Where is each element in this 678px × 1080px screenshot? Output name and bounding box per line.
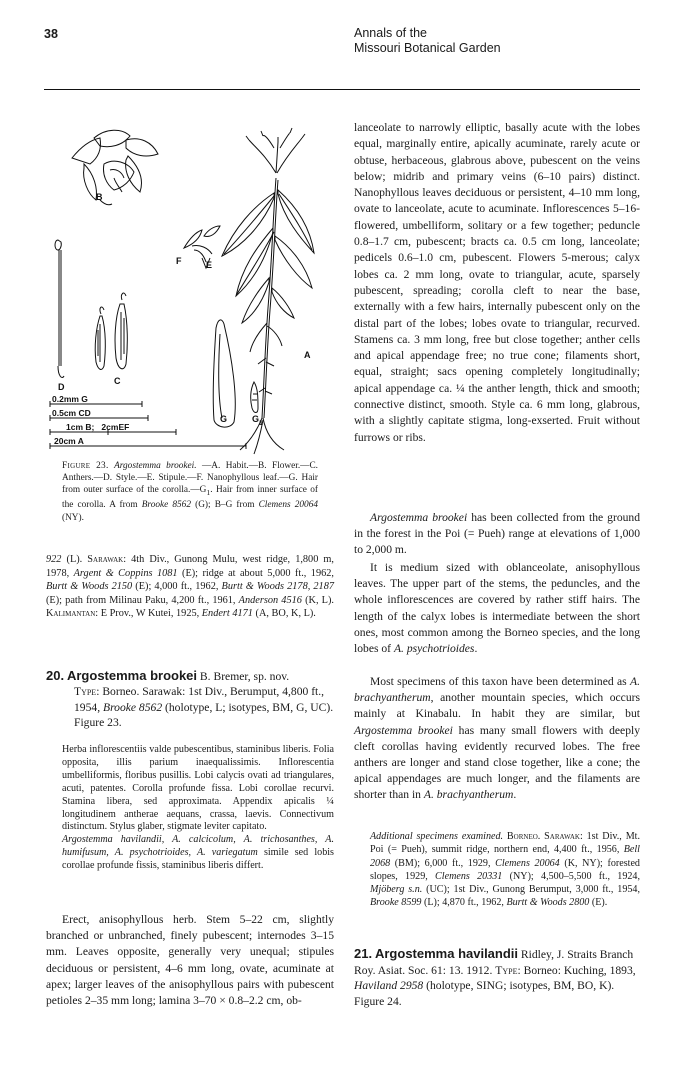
specimen-text: (UC); 1st Div., Gunong Berumput, 3,000 ft., 1954, xyxy=(422,884,640,896)
specimen-text: (E). xyxy=(589,897,608,909)
type-text: : Borneo. Sarawak: 1st Div., Berumput, 4,800 ft., 1954, xyxy=(74,685,325,714)
caption-collection: Clemens 20064 xyxy=(258,500,318,511)
species-number: 20. xyxy=(46,668,65,683)
species-number: 21. xyxy=(354,946,373,961)
description-left: Erect, anisophyllous herb. Stem 5–22 cm, slightly branched or unbranched, finely pubescent; internodes 3–15 mm. Leaves opposite, generally very unequal; stipules deciduous or persistent, 4–6 mm long, ovate, acuminate at apex; larger leaves of the anisophyllous pairs with pubescent petioles 2–35 mm long; lamina 3–70 × 0.8–2.2 cm, ob- xyxy=(46,913,334,1008)
type-text: (holotype, L; isotypes, BM, G, UC). Figure 23. xyxy=(74,700,334,730)
latin-diagnosis-text: Herba inflorescentiis valde pubescentibus, staminibus liberis. Folia opposita, illis parium inaequalissimis. Inflorescentia umbelliformis, floribus pusillis. Lobi calycis ovati ad triangulares, acuti, patentes. Corolla profunde fissa. Lobi corollae recurvi. Stamina libera, sed approximata. Appendix apicalis ¼ longitudinem antherae aequans, crassa, laevis. Connectivum distinctum. Stylus glaber, stigmate leviter capitato. xyxy=(62,744,334,833)
specimen-collector: Argent & Coppins 1081 xyxy=(73,567,178,579)
specimen-text: (L). xyxy=(61,554,88,565)
figure-label-g1 xyxy=(252,414,263,427)
discussion-species: Argostemma brookei xyxy=(354,723,453,737)
specimen-collector: Endert 4171 xyxy=(201,608,253,620)
specimen-text: : E Prov., W Kutei, 1925, xyxy=(95,608,202,620)
scale-label-b-ef: 1cm B; 2cmEF xyxy=(66,422,130,432)
discussion-paragraph-2 xyxy=(354,674,640,804)
latin-diagnosis xyxy=(62,744,334,873)
region-name: Kalimantan xyxy=(46,608,96,620)
specimen-collector: Burtt & Woods 2178, 2187 xyxy=(221,581,334,593)
species-author: B. Bremer, sp. nov. xyxy=(197,670,290,683)
scale-label-cd: 0.5cm CD xyxy=(52,408,91,418)
latin-comparison xyxy=(62,834,334,873)
specimen-text: : 4th Div., Gunong Mulu, west ridge, 1,800 m, 1978, xyxy=(46,554,334,579)
specimen-text: (K, NY); forested slopes, 1929, xyxy=(370,857,640,882)
discussion-text: , another mountain species, which occurs mainly at Kinabalu. In habit they are similar, but xyxy=(354,691,640,721)
region-name: Borneo. Sarawak xyxy=(503,831,580,842)
specimen-collector: Brooke 8599 xyxy=(370,897,422,909)
species-type-block xyxy=(46,684,334,730)
region-name: Sarawak xyxy=(87,554,124,565)
discussion-text: has many small flowers with deeply cleft corollas having evidently recurved lobes. The free anthers are longer and stand close together, like a cone; the apical appendages are much longer, and the filaments are shorter than in xyxy=(354,723,641,802)
hair-drawing-g xyxy=(213,320,235,427)
specimen-collector: Anderson 4516 xyxy=(238,594,302,606)
specimens-list-continued xyxy=(46,553,334,621)
specimen-text: (E); path from Milinau Paku, 4,200 ft., 1961, xyxy=(46,594,239,606)
figure-label-b: B xyxy=(96,192,103,202)
figure-caption xyxy=(62,460,318,524)
habitat-paragraph xyxy=(354,510,640,559)
style-drawing-d xyxy=(55,240,64,378)
figure-label-g1-subscript: 1 xyxy=(259,420,263,427)
type-collection: Haviland 2958 xyxy=(354,979,424,993)
nanophyllous-leaf-drawing-f xyxy=(184,226,220,268)
type-label: Type xyxy=(74,685,97,699)
habitat-species: Argostemma brookei xyxy=(370,511,468,524)
caption-text: . Hair from inner surface of the corolla. A from xyxy=(62,485,318,511)
species-20-heading xyxy=(46,668,334,731)
species-name: Argostemma havilandii xyxy=(374,946,519,961)
specimen-text: (E); 4,000 ft., 1962, xyxy=(132,581,222,593)
species-author: Ridley, J. Straits Branch Roy. Asiat. Soc. 61: 13. 1912. xyxy=(354,948,634,977)
caption-text: (NY). xyxy=(62,512,84,523)
journal-title-line2: Missouri Botanical Garden xyxy=(354,41,501,55)
caption-species: Argostemma brookei. xyxy=(114,461,197,471)
species-name: Argostemma brookei xyxy=(66,668,198,683)
figure-label-d: D xyxy=(58,382,65,392)
caption-text: —A. Habit.—B. Flower.—C. Anthers.—D. Style.—E. Stipule.—F. Nanophyllous leaf.—G. Hair from outer surface of the corolla.—G xyxy=(62,461,318,496)
journal-title-line1: Annals of the xyxy=(354,26,427,40)
caption-text: (G); B–G from xyxy=(190,500,259,511)
figure-label-c: C xyxy=(114,376,121,386)
specimen-text: (BM); 6,000 ft., 1929, xyxy=(390,857,496,869)
hair-drawing-g1 xyxy=(251,382,258,413)
specimen-collector: Bell 2068 xyxy=(370,844,640,869)
figure-23-illustration xyxy=(44,118,334,456)
figure-label-g1-letter: G xyxy=(252,414,260,424)
discussion-text: Most specimens of this taxon have been determined as xyxy=(370,675,631,688)
journal-title xyxy=(354,26,501,56)
specimen-number: 922 xyxy=(46,554,62,565)
scale-label-a: 20cm A xyxy=(54,436,84,446)
figure-label-g: G xyxy=(220,414,228,424)
discussion-text: . xyxy=(513,788,517,802)
discussion-paragraph-1 xyxy=(354,560,640,657)
type-text: : Borneo: Kuching, 1893, xyxy=(517,963,636,977)
latin-comparison-text: simile sed lobis corollae profunde fissis, staminibus liberis differt. xyxy=(62,847,334,872)
figure-label-e: E xyxy=(206,260,213,270)
latin-comparison-species: Argostemma havilandii, A. calcicolum, A. trichosanthes, A. humifusum, A. psychotrioides, A. variegatum xyxy=(62,834,334,859)
description-right: lanceolate to narrowly elliptic, basally acute with the lobes equal, marginally entire, apically acuminate, rarely acute or obtuse, herbaceous, glabrous above, pubescent on the veins below; midrib and primary veins (6–10 pairs) distinct. Nanophyllous leaves deciduous or persistent, 4–10 mm long, ovate to lanceolate, acute to acuminate. Inflorescences 5–16-flowered, umbelliform, solitary or a few together; peduncle 0.8–1.7 cm, pubescent; bracts ca. 0.5 cm long, lanceolate; pedicels 0.6–1.0 cm, pubescent. Flowers 5-merous; calyx lobes ca. 2 mm long, ovate to triangular, acute, sparsely pubescent, spreading; corolla cleft to near the base, externally with a few hairs, internally pubescent only on the distal part of the lobes; lobes ovate to triangular, recurved. Stamens ca. 3 mm long, free but close together; anther cells and apical appendage free; no true cone; filaments short, equal, straight; sacs opening completely longitudinally; apical appendage ca. ¼ the anther length, thick and smooth; connective distinct, smooth. Style ca. 6 mm long, glabrous, with a slightly capitate stigma, long-exserted. Fruit without furrows or ribs. xyxy=(354,121,640,444)
page-number: 38 xyxy=(44,27,58,41)
anthers-drawing-c xyxy=(95,293,127,369)
specimen-collector: Clemens 20064 xyxy=(495,857,560,869)
flower-drawing-b xyxy=(72,130,158,205)
type-text: (holotype, SING; isotypes, BM, BO, K). Figure 24. xyxy=(354,979,615,1008)
discussion-species: A. brachyantherum xyxy=(423,788,514,802)
caption-subscript: 1 xyxy=(206,488,211,498)
specimen-text: (E); ridge at about 5,000 ft., 1962, xyxy=(177,567,334,579)
type-collection: Brooke 8562 xyxy=(102,700,163,714)
scale-label-g: 0.2mm G xyxy=(52,394,88,404)
specimen-collector: Burtt & Woods 2800 xyxy=(506,897,590,909)
additional-specimens-label: Additional specimens examined. xyxy=(370,831,504,842)
figure-label-f: F xyxy=(176,256,182,266)
figure-label-a: A xyxy=(304,350,311,360)
habitat-text: has been collected from the ground in the forest in the Poi (= Pueh) range at elevations of 1,000 to 2,000 m. xyxy=(354,511,641,557)
specimen-text: (NY); 4,500–5,500 ft., 1924, xyxy=(502,870,640,882)
discussion-species: A. brachyantherum xyxy=(354,675,640,705)
discussion-text: . xyxy=(474,642,478,656)
specimen-collector: Mjöberg s.n. xyxy=(370,884,423,896)
discussion-text: It is medium sized with oblanceolate, anisophyllous leaves. The upper part of the stems, the peduncles, and the whole inflorescences are covered by rather stiff hairs. The length of the calyx lobes is intermediate between the short ones, most common among the Borneo species, and the long lobes of xyxy=(354,561,640,656)
specimen-text: (A, BO, K, L). xyxy=(252,608,316,620)
header-rule xyxy=(44,89,640,90)
specimen-collector: Clemens 20331 xyxy=(435,870,503,882)
specimen-text: (K, L). xyxy=(301,594,334,606)
specimen-text: : 1st Div., Mt. Poi (= Pueh), summit ridge, northern end, 4,400 ft., 1956, xyxy=(370,831,640,856)
species-21-heading xyxy=(354,946,640,1009)
caption-heading: Figure 23. xyxy=(62,461,109,471)
discussion-species: A. psychotrioides xyxy=(393,642,475,656)
type-label: Type xyxy=(495,963,518,977)
additional-specimens xyxy=(370,830,640,910)
caption-collection: Brooke 8562 xyxy=(141,500,191,511)
specimen-text: (L); 4,870 ft., 1962, xyxy=(421,897,507,909)
specimen-collector: Burtt & Woods 2150 xyxy=(46,581,133,593)
